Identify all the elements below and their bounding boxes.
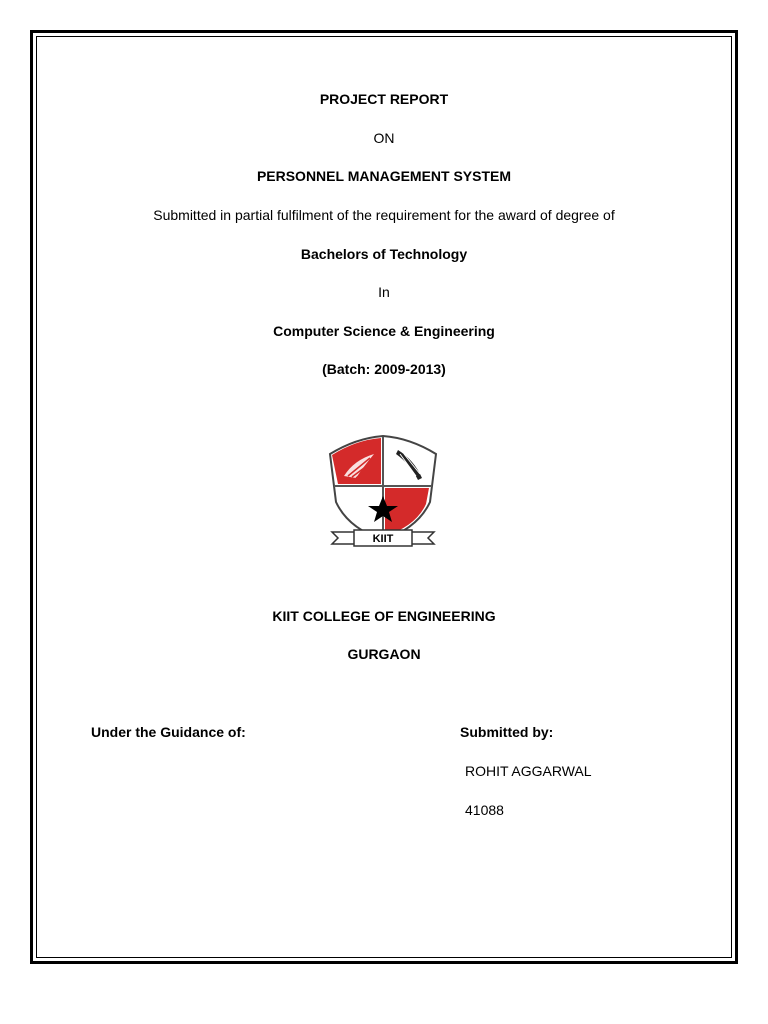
in-text: In xyxy=(378,284,390,300)
batch-text: (Batch: 2009-2013) xyxy=(322,361,446,377)
project-name: PERSONNEL MANAGEMENT SYSTEM xyxy=(256,168,512,184)
submission-note: Submitted in partial fulfilment of the requirement for the award of degree of xyxy=(153,207,615,223)
crest-text: KIIT xyxy=(372,533,394,545)
institution-name: KIIT COLLEGE OF ENGINEERING xyxy=(272,608,496,624)
kiit-crest-icon xyxy=(326,432,440,550)
guidance-label: Under the Guidance of: xyxy=(91,724,246,740)
discipline-name: Computer Science & Engineering xyxy=(273,323,495,339)
degree-name: Bachelors of Technology xyxy=(300,246,468,262)
on-text: ON xyxy=(373,130,395,146)
submitted-by-label: Submitted by: xyxy=(460,724,554,740)
report-title: PROJECT REPORT xyxy=(319,91,449,107)
submitter-roll-no: 41088 xyxy=(465,802,504,818)
submitter-name: ROHIT AGGARWAL xyxy=(465,763,592,779)
institution-city: GURGAON xyxy=(347,646,421,662)
